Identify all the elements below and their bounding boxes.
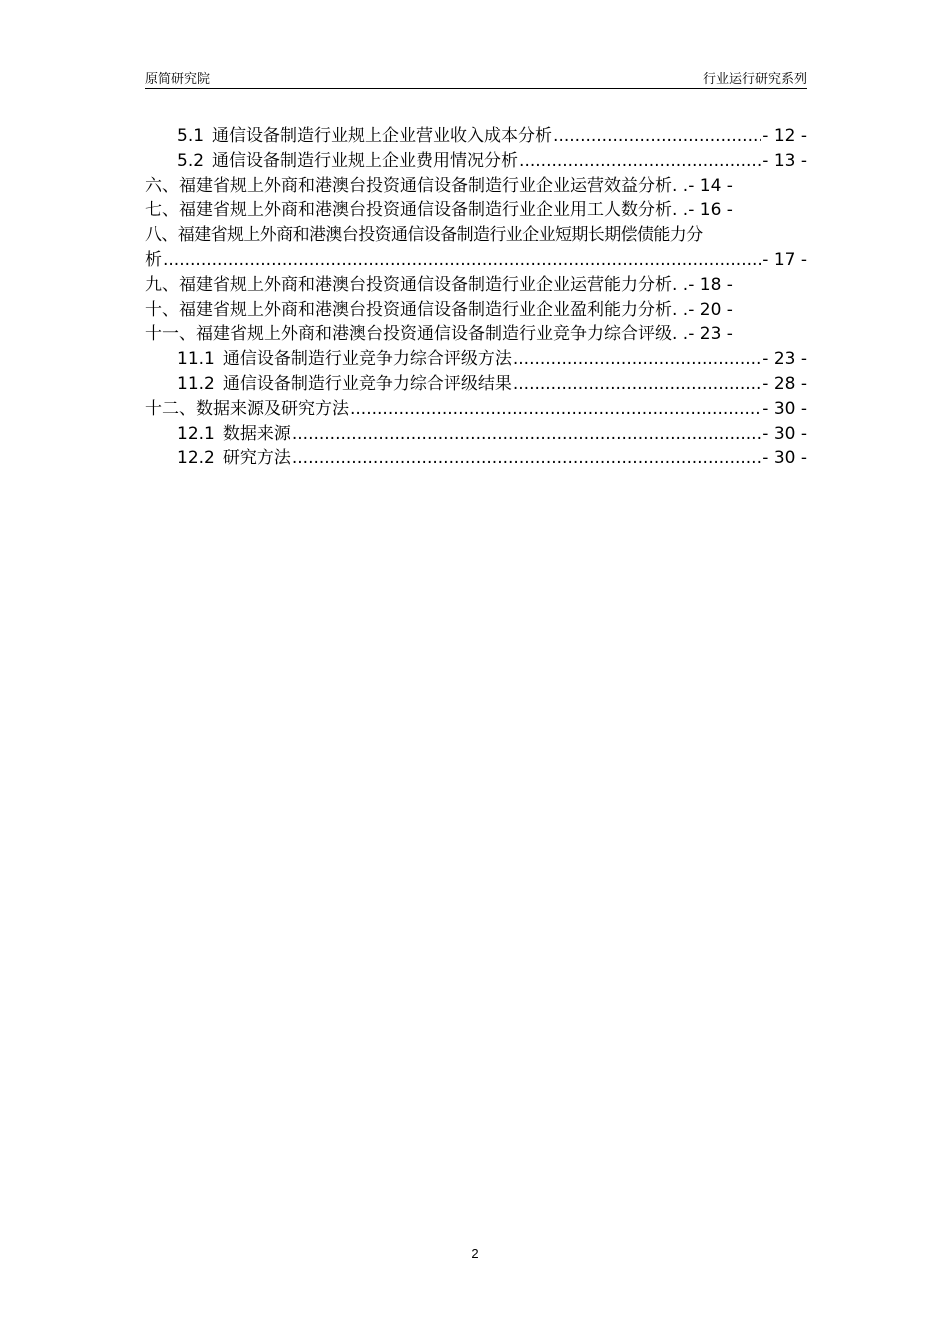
- page-number: 2: [471, 1246, 479, 1261]
- toc-entry-page: - 30 -: [762, 398, 807, 419]
- toc-entry-12-1[interactable]: [145, 422, 807, 447]
- toc-leader-dots: [513, 372, 761, 397]
- toc-entry-title: 通信设备制造行业竞争力综合评级方法: [222, 349, 512, 370]
- toc-entry-page: - 23 -: [688, 324, 733, 345]
- toc-entry-page: - 17 -: [762, 249, 807, 270]
- toc-leader-dots: [519, 149, 761, 174]
- toc-entry-page: - 28 -: [762, 373, 807, 394]
- toc-entry-9[interactable]: [145, 273, 807, 298]
- toc-entry-title: 通信设备制造行业规上企业费用情况分析: [212, 150, 519, 171]
- toc-entry-page: - 18 -: [688, 274, 733, 295]
- header-right-title: 行业运行研究系列: [702, 71, 807, 86]
- toc-entry-12-2[interactable]: [145, 446, 807, 471]
- toc-entry-5-1[interactable]: [145, 124, 807, 149]
- toc-entry-number: 12.2: [177, 448, 215, 469]
- toc-entry-page: - 20 -: [688, 299, 733, 320]
- toc-entry-7[interactable]: [145, 198, 807, 223]
- toc-entry-11[interactable]: [145, 322, 807, 347]
- toc-entry-title-line1: 八、福建省规上外商和港澳台投资通信设备制造行业企业短期长期偿债能力分: [145, 225, 703, 246]
- page-header: [145, 66, 807, 89]
- toc-entry-page: - 30 -: [762, 448, 807, 469]
- toc-entry-title: 通信设备制造行业竞争力综合评级结果: [222, 373, 512, 394]
- toc-entry-number: 11.1: [177, 349, 215, 370]
- toc-entry-number: 5.2: [177, 150, 205, 171]
- toc-entry-12[interactable]: [145, 397, 807, 422]
- toc-entry-8[interactable]: [145, 223, 807, 273]
- toc-entry-title: 通信设备制造行业规上企业营业收入成本分析: [212, 126, 553, 146]
- toc-entry-number: 5.1: [177, 126, 205, 146]
- toc-leader-dots: [292, 422, 761, 447]
- toc-entry-page: - 30 -: [762, 423, 807, 444]
- toc-entry-title: 十二、数据来源及研究方法: [145, 398, 349, 419]
- toc-entry-title: 七、福建省规上外商和港澳台投资通信设备制造行业企业用工人数分析. .: [145, 200, 689, 221]
- toc-leader-dots: [513, 347, 761, 372]
- toc-entry-10[interactable]: [145, 298, 807, 323]
- toc-entry-page: - 16 -: [688, 200, 733, 221]
- toc-entry-page: - 23 -: [762, 349, 807, 370]
- toc-entry-page: - 12 -: [762, 126, 807, 146]
- toc-entry-number: 12.1: [177, 423, 215, 444]
- toc-entry-title: 九、福建省规上外商和港澳台投资通信设备制造行业企业运营能力分析. .: [145, 274, 689, 295]
- toc-entry-number: 11.2: [177, 373, 215, 394]
- toc-entry-title: 六、福建省规上外商和港澳台投资通信设备制造行业企业运营效益分析. .: [145, 175, 689, 196]
- toc-entry-title: 数据来源: [222, 423, 291, 444]
- toc-entry-title: 研究方法: [222, 448, 291, 469]
- toc-entry-page: - 14 -: [688, 175, 733, 196]
- toc-entry-11-1[interactable]: [145, 347, 807, 372]
- toc-entry-11-2[interactable]: [145, 372, 807, 397]
- toc-entry-page: - 13 -: [762, 150, 807, 171]
- toc-entry-title: 十、福建省规上外商和港澳台投资通信设备制造行业企业盈利能力分析. .: [145, 299, 689, 320]
- toc-entry-5-2[interactable]: [145, 149, 807, 174]
- toc-leader-dots: [292, 446, 761, 471]
- toc-leader-dots: [350, 397, 761, 422]
- toc-entry-title-line2: 析: [145, 249, 162, 270]
- header-left-title: 原简研究院: [145, 71, 211, 86]
- toc-leader-dots: [163, 248, 761, 273]
- toc-entry-6[interactable]: [145, 174, 807, 199]
- toc-entry-title: 十一、福建省规上外商和港澳台投资通信设备制造行业竞争力综合评级. .: [145, 324, 689, 345]
- table-of-contents: [145, 124, 807, 471]
- toc-leader-dots: [553, 124, 761, 149]
